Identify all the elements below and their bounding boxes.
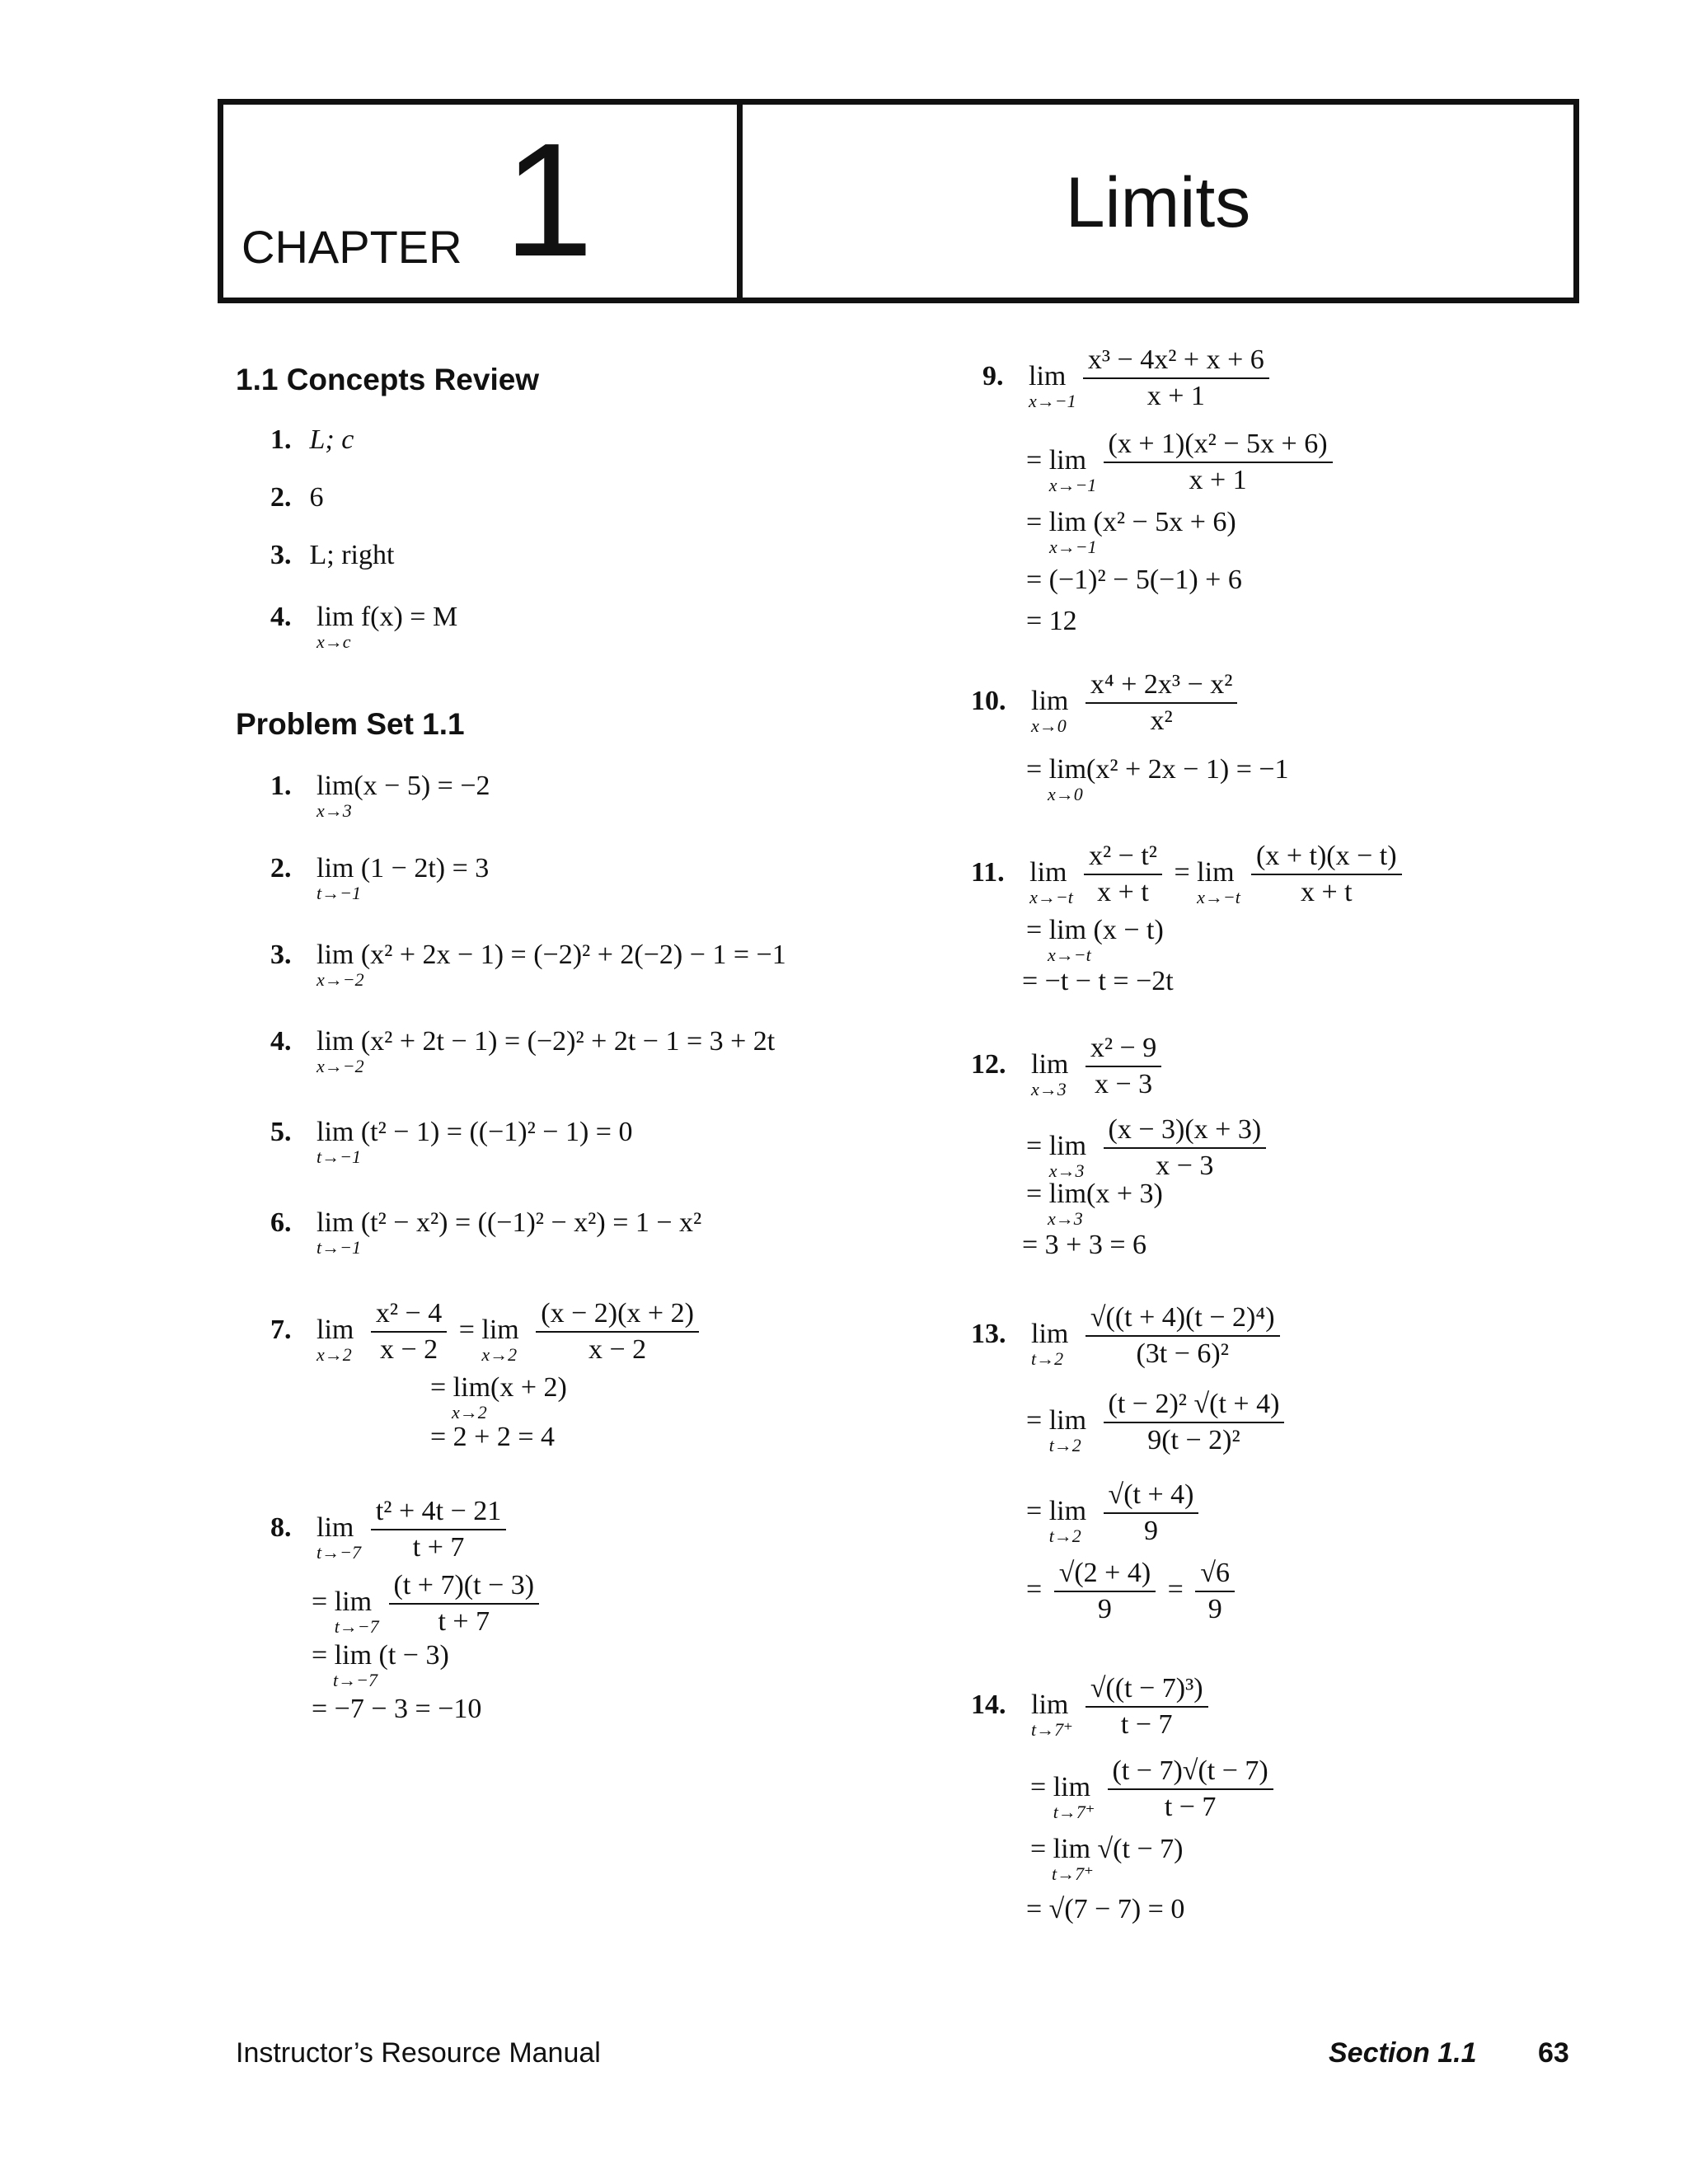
item-number: 3.	[270, 540, 292, 570]
item-number: 2.	[270, 482, 292, 513]
problem-13-result: = $\frac{√(2 + 4)}{9}$ = $\frac{√6}{9}$	[1026, 1558, 1240, 1625]
item-number: 4.	[270, 602, 292, 632]
fraction: $\frac{(x - 2)(x + 2)}{x - 2}$	[536, 1298, 699, 1366]
lim-operator: lim	[1029, 360, 1067, 391]
expression: lim (1 − 2t) = 3	[316, 853, 490, 883]
limit-subscript: x→−1	[1029, 390, 1076, 411]
expression: = lim(x + 2)	[430, 1372, 567, 1403]
limit-subscript: x→−1	[1048, 474, 1097, 495]
limit-subscript: x→2	[316, 1343, 352, 1365]
fraction: $\frac{(t - 7)√(t - 7)}{t - 7}$	[1108, 1755, 1273, 1823]
problem-12-step	[1026, 1179, 1168, 1229]
fraction: $\frac{\text{(x + 1)(x² − 5x + 6)}}{x + 1}$	[1104, 429, 1333, 496]
limit-subscript: x→−2	[316, 969, 364, 990]
limit-subscript: t→7⁺	[1053, 1801, 1095, 1822]
item-number: 14.	[971, 1689, 1006, 1720]
lim-operator: lim	[1031, 1048, 1069, 1080]
expression: = lim (t − 3)	[312, 1640, 449, 1671]
lim-operator: lim	[1048, 1130, 1087, 1161]
expression: = lim (x² − 5x + 6)	[1026, 507, 1236, 537]
limit-subscript: t→−7	[334, 1615, 379, 1637]
problem-5	[270, 1117, 637, 1167]
limit-subscript: x→3	[316, 800, 352, 821]
concept-item	[270, 482, 324, 513]
problem-8-result: = −7 − 3 = −10	[312, 1694, 482, 1724]
item-number: 11.	[971, 856, 1005, 888]
expression: lim (x² + 2x − 1) = (−2)² + 2(−2) − 1 = −1	[316, 940, 786, 970]
footer-manual-title: Instructor’s Resource Manual	[236, 2037, 601, 2069]
limit-subscript: x→2	[481, 1343, 518, 1365]
limit-subscript: x→2	[452, 1402, 487, 1422]
expression: = lim √(t − 7)	[1030, 1834, 1184, 1864]
chapter-number: 1	[504, 110, 594, 290]
problem-8-step: = lim t→−7 $\frac{(t + 7)(t - 3)}{t + 7}$	[312, 1570, 544, 1638]
limit-subscript: x→−t	[1197, 886, 1240, 907]
fraction: $\frac{\text{(t − 2)² √(t + 4)}}{\text{9(t − 2)²}}$	[1104, 1389, 1285, 1456]
fraction: $\frac{\text{x² − 4}}{x - 2}$	[371, 1298, 447, 1366]
concept-item	[270, 540, 394, 571]
lim-operator: lim	[1048, 444, 1087, 476]
lim-operator: lim	[334, 1586, 373, 1617]
problem-13-step: = lim t→2 $\frac{√(t + 4)}{9}$	[1026, 1479, 1203, 1547]
item-number: 6.	[270, 1207, 292, 1238]
problem-10	[971, 669, 1242, 737]
footer-section: Section 1.1	[1329, 2037, 1477, 2069]
expression: = lim (x − t)	[1026, 915, 1164, 945]
lim-operator: lim	[1197, 856, 1235, 888]
fraction: $\frac{√(2 + 4)}{9}$	[1054, 1558, 1156, 1625]
problem-9-step: = (−1)² − 5(−1) + 6	[1026, 565, 1242, 595]
item-number: 2.	[270, 853, 292, 883]
problem-14-step: = lim t→7⁺ $\frac{(t - 7)√(t - 7)}{t - 7}$	[1030, 1755, 1278, 1823]
problem-14	[971, 1673, 1213, 1741]
limit-subscript: t→−1	[316, 1146, 361, 1167]
problem-4	[270, 1026, 780, 1076]
lim-operator: lim	[1031, 1318, 1069, 1349]
fraction: $\frac{(x + t)(x - t)}{x + t}$	[1251, 841, 1402, 908]
problem-14-step	[1030, 1834, 1188, 1884]
problem-9-step: = lim x→−1 $\frac{\text{(x + 1)(x² − 5x + 6)}}{x + 1}$	[1026, 429, 1338, 496]
lim-operator: lim	[1053, 1771, 1091, 1802]
problem-11: 11. lim x→−t $\frac{\text{x² − t²}}{x + t}$ = lim x→−t $\frac{(x + t)(x - t)}{x + t}$	[971, 841, 1407, 908]
page-number: 63	[1538, 2037, 1569, 2069]
fraction: $\frac{(x - 3)(x + 3)}{x - 3}$	[1104, 1114, 1267, 1182]
item-number: 13.	[971, 1318, 1006, 1349]
fraction: $\frac{\text{√((t − 7)³)}}{t - 7}$	[1085, 1673, 1208, 1741]
problem-7: 7. lim x→2 $\frac{\text{x² − 4}}{x - 2}$ = lim x→2 $\frac{(x - 2)(x + 2)}{x - 2}$	[270, 1298, 704, 1366]
limit-subscript: x→−t	[1048, 944, 1091, 965]
problem-10-step	[1026, 754, 1294, 804]
fraction: $\frac{√(t + 4)}{9}$	[1104, 1479, 1199, 1547]
lim-operator: lim	[316, 1314, 354, 1345]
problem-9-result: = 12	[1026, 606, 1077, 636]
item-number: 9.	[982, 360, 1004, 391]
limit-subscript: t→−7	[316, 1541, 361, 1563]
fraction: $\frac{\text{x² − t²}}{x + t}$	[1084, 841, 1162, 908]
concept-item	[270, 424, 354, 456]
expression: lim(x − 5) = −2	[316, 771, 490, 801]
item-number: 1.	[270, 771, 292, 801]
limit-subscript: t→2	[1048, 1434, 1081, 1455]
problem-9-step	[1026, 507, 1241, 557]
problem-12-step: = lim x→3 $\frac{(x - 3)(x + 3)}{x - 3}$	[1026, 1114, 1271, 1182]
problem-8-step	[312, 1640, 454, 1690]
expression: = lim(x + 3)	[1026, 1179, 1163, 1209]
limit-subscript: t→−1	[316, 1237, 361, 1258]
limit-subscript: x→−1	[1049, 537, 1097, 557]
limit-subscript: t→7⁺	[1052, 1863, 1094, 1884]
limit-subscript: t→−7	[333, 1670, 377, 1690]
fraction: $\frac{\text{x² − 9}}{x - 3}$	[1085, 1033, 1161, 1100]
problem-6	[270, 1207, 706, 1258]
expression: = lim(x² + 2x − 1) = −1	[1026, 754, 1289, 785]
problem-12	[971, 1033, 1166, 1100]
limit-subscript: x→3	[1048, 1208, 1083, 1229]
problem-1	[270, 771, 495, 821]
item-answer: L; right	[309, 540, 395, 570]
lim-operator: lim	[481, 1314, 519, 1345]
chapter-title-box	[737, 99, 1579, 303]
item-number: 3.	[270, 940, 292, 970]
limit-subscript: t→7⁺	[1031, 1718, 1073, 1740]
item-number: 4.	[270, 1026, 292, 1057]
limit-subscript: t→−1	[316, 883, 361, 903]
limit-subscript: t→2	[1031, 1347, 1064, 1369]
fraction: $\frac{√6}{9}$	[1195, 1558, 1235, 1625]
problem-2	[270, 853, 494, 903]
limit-subscript: x→c	[316, 631, 351, 652]
limit-subscript: x→3	[1048, 1160, 1085, 1181]
limit-subscript: t→2	[1048, 1525, 1081, 1546]
problem-13-step: = lim t→2 $\frac{\text{(t − 2)² √(t + 4)}}{\text{9(t − 2)²}}$	[1026, 1389, 1289, 1456]
problem-12-result: = 3 + 3 = 6	[1022, 1230, 1147, 1260]
problem-set-heading: Problem Set 1.1	[236, 707, 465, 741]
fraction: $\frac{\text{x⁴ + 2x³ − x²}}{\text{x²}}$	[1085, 669, 1238, 737]
lim-operator: lim	[1031, 685, 1069, 716]
limit-subscript: x→−t	[1029, 886, 1073, 907]
problem-11-result: = −t − t = −2t	[1022, 966, 1174, 996]
concept-item	[270, 602, 462, 652]
item-answer: lim f(x) = M	[316, 602, 458, 632]
problem-7-result: = 2 + 2 = 4	[430, 1422, 556, 1452]
expression: lim (t² − x²) = ((−1)² − x²) = 1 − x²	[316, 1207, 702, 1238]
fraction: $\frac{\text{√((t + 4)(t − 2)⁴)}}{\text{(3t − 6)²}}$	[1085, 1302, 1280, 1370]
limit-subscript: x→−2	[316, 1056, 364, 1076]
chapter-title: Limits	[1065, 163, 1251, 242]
concepts-review-heading: 1.1 Concepts Review	[236, 363, 540, 396]
limit-subscript: x→3	[1031, 1078, 1067, 1099]
problem-8	[270, 1496, 511, 1563]
item-answer: L; c	[309, 424, 354, 455]
item-number: 8.	[270, 1511, 292, 1543]
chapter-box	[218, 99, 743, 303]
lim-operator: lim	[1029, 856, 1067, 888]
problem-9	[982, 344, 1274, 412]
lim-operator: lim	[1031, 1689, 1069, 1720]
fraction: $\frac{\text{x³ − 4x² + x + 6}}{x + 1}$	[1083, 344, 1269, 412]
lim-operator: lim	[316, 1511, 354, 1543]
item-answer: 6	[309, 482, 324, 513]
item-number: 1.	[270, 424, 292, 455]
expression: lim (t² − 1) = ((−1)² − 1) = 0	[316, 1117, 633, 1147]
limit-subscript: x→0	[1031, 715, 1067, 736]
fraction: $\frac{(t + 7)(t - 3)}{t + 7}$	[389, 1570, 540, 1638]
problem-3	[270, 940, 791, 990]
problem-7-step	[430, 1372, 572, 1422]
expression: lim (x² + 2t − 1) = (−2)² + 2t − 1 = 3 + 2t	[316, 1026, 776, 1057]
chapter-label: CHAPTER	[241, 221, 462, 273]
item-number: 10.	[971, 685, 1006, 716]
fraction: $\frac{\text{t² + 4t − 21}}{t + 7}$	[371, 1496, 506, 1563]
limit-subscript: x→0	[1048, 784, 1083, 804]
lim-operator: lim	[1048, 1495, 1087, 1526]
item-number: 12.	[971, 1048, 1006, 1080]
item-number: 7.	[270, 1314, 292, 1345]
lim-operator: lim	[1048, 1404, 1087, 1436]
item-number: 5.	[270, 1117, 292, 1147]
problem-13	[971, 1302, 1285, 1370]
problem-11-step	[1026, 915, 1169, 965]
problem-14-result: = √(7 − 7) = 0	[1026, 1894, 1185, 1924]
